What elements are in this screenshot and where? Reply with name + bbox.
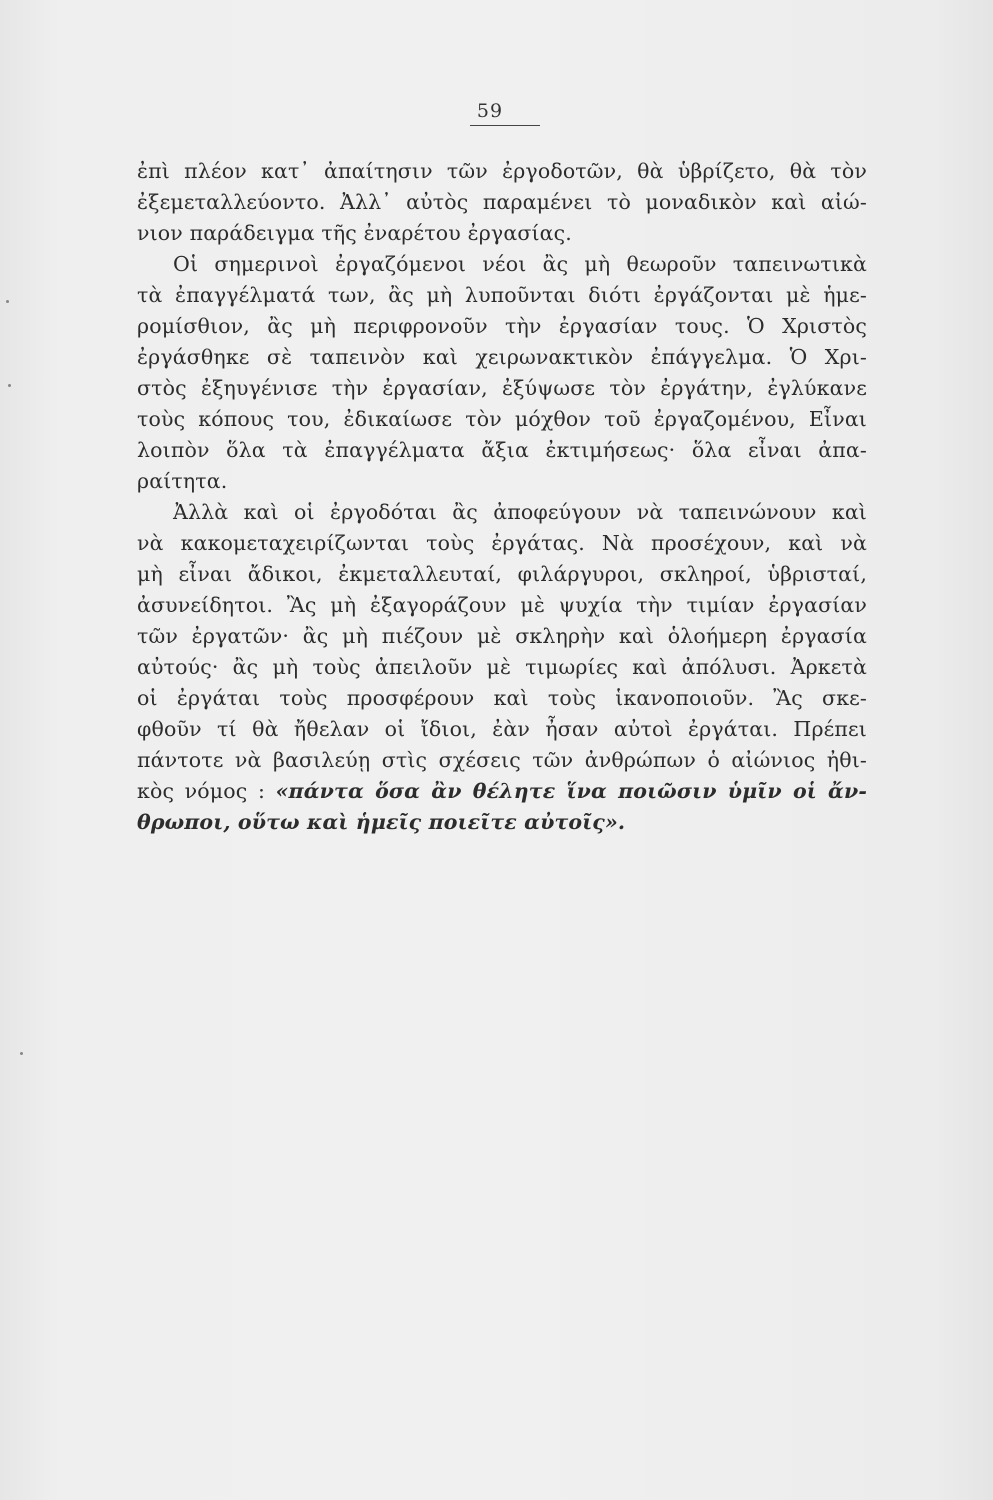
quote-run: «πάντα ὅσα ἂν θέλητε ἵνα ποιῶσιν ὑμῖν οἱ ἄν- [275,779,867,803]
text-line: τῶν ἐργατῶν· ἂς μὴ πιέζουν μὲ σκληρὴν καὶ ὁλοήμερη ἐργασία [137,624,867,648]
text-line: λοιπὸν ὅλα τὰ ἐπαγγέλματα ἄξια ἐκτιμήσεως· ὅλα εἶναι ἀπα- [137,438,867,462]
text-run: κὸς νόμος : [137,779,276,803]
text-line: Ἀλλὰ καὶ οἱ ἐργοδόται ἂς ἀποφεύγουν νὰ ταπεινώνουν καὶ [173,500,867,524]
text-line: ἀσυνείδητοι. Ἂς μὴ ἐξαγοράζουν μὲ ψυχία τὴν τιμίαν ἐργασίαν [137,593,867,617]
text-line: νὰ κακομεταχειρίζωνται τοὺς ἐργάτας. Νὰ προσέχουν, καὶ νὰ [137,531,867,555]
text-line: τὰ ἐπαγγέλματά των, ἂς μὴ λυποῦνται διότι ἐργάζονται μὲ ἡμε- [137,283,867,307]
text-line [137,776,867,807]
quote-run: θρωποι, οὕτω καὶ ἡμεῖς ποιεῖτε αὐτοῖς». [137,810,626,834]
margin-speck [8,384,11,387]
text-line: τοὺς κόπους του, ἐδικαίωσε τὸν μόχθον τοῦ ἐργαζομένου, Εἶναι [137,407,867,431]
body-text [137,156,867,838]
margin-speck [6,300,9,303]
text-line: ἐργάσθηκε σὲ ταπεινὸν καὶ χειρωνακτικὸν ἐπάγγελμα. Ὁ Χρι- [137,345,867,369]
page-number: 59 [476,100,504,122]
text-line: ραίτητα. [137,469,228,493]
text-line: ρομίσθιον, ἂς μὴ περιφρονοῦν τὴν ἐργασίαν τους. Ὁ Χριστὸς [137,314,867,338]
text-line: πάντοτε νὰ βασιλεύῃ στὶς σχέσεις τῶν ἀνθρώπων ὁ αἰώνιος ἠθι- [137,748,867,772]
text-line [137,807,867,838]
text-line: αὐτούς· ἂς μὴ τοὺς ἀπειλοῦν μὲ τιμωρίες καὶ ἀπόλυσι. Ἀρκετὰ [137,655,867,679]
text-line: ἐξεμεταλλεύοντο. Ἀλλ᾽ αὐτὸς παραμένει τὸ μοναδικὸν καὶ αἰώ- [137,190,867,214]
text-line: οἱ ἐργάται τοὺς προσφέρουν καὶ τοὺς ἱκανοποιοῦν. Ἂς σκε- [137,686,867,710]
text-line: Οἱ σημερινοὶ ἐργαζόμενοι νέοι ἂς μὴ θεωροῦν ταπεινωτικὰ [173,252,867,276]
text-line: νιον παράδειγμα τῆς ἐναρέτου ἐργασίας. [137,221,572,245]
page-number-rule [470,125,540,126]
margin-speck [20,1052,23,1055]
text-line: μὴ εἶναι ἄδικοι, ἐκμεταλλευταί, φιλάργυροι, σκληροί, ὑβρισταί, [137,562,867,586]
text-line: στὸς ἐξηυγένισε τὴν ἐργασίαν, ἐξύψωσε τὸν ἐργάτην, ἐγλύκανε [137,376,867,400]
text-line: ἐπὶ πλέον κατ᾽ ἀπαίτησιν τῶν ἐργοδοτῶν, θὰ ὑβρίζετο, θὰ τὸν [137,159,867,183]
text-line: φθοῦν τί θὰ ἤθελαν οἱ ἴδιοι, ἐὰν ἦσαν αὐτοὶ ἐργάται. Πρέπει [137,717,867,741]
